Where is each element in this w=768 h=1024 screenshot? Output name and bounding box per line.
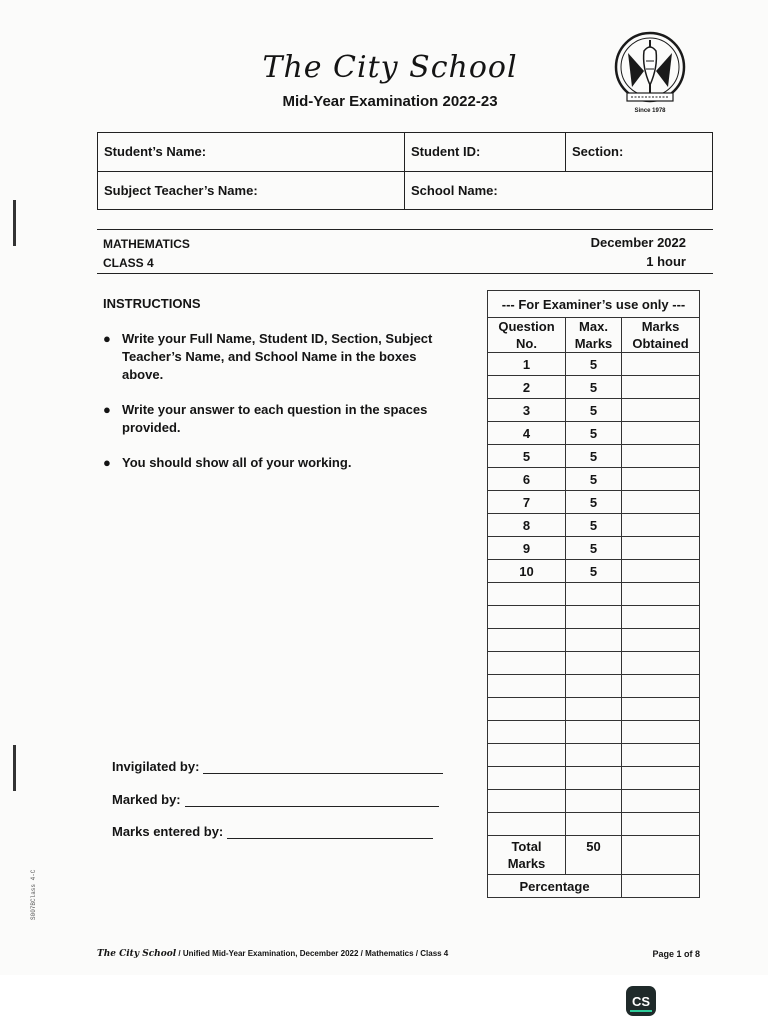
max-marks-cell: [566, 744, 622, 767]
bullet-icon: ●: [103, 455, 111, 470]
max-marks-cell: 5: [566, 399, 622, 422]
max-marks-cell: 5: [566, 514, 622, 537]
instruction-text: Write your Full Name, Student ID, Section, Subject Teacher’s Name, and School Name in the boxes above.: [122, 331, 433, 382]
total-marks-label: Total Marks: [488, 836, 566, 875]
subject-teacher-field[interactable]: Subject Teacher’s Name:: [98, 171, 405, 210]
instruction-text: Write your answer to each question in the spaces provided.: [122, 402, 428, 435]
table-row: [488, 675, 700, 698]
marks-obtained-cell[interactable]: [622, 353, 700, 376]
max-marks-cell: 5: [566, 353, 622, 376]
school-logo-crest: [610, 27, 690, 119]
question-number-cell: [488, 813, 566, 836]
question-number-cell: 7: [488, 491, 566, 514]
marks-obtained-cell[interactable]: [622, 629, 700, 652]
exam-duration: 1 hour: [646, 254, 686, 269]
instructions-list: [103, 330, 453, 489]
marks-obtained-cell[interactable]: [622, 560, 700, 583]
table-row: [488, 813, 700, 836]
marks-obtained-cell[interactable]: [622, 744, 700, 767]
question-number-cell: [488, 767, 566, 790]
column-header-question: Question No.: [488, 318, 566, 353]
question-number-cell: [488, 721, 566, 744]
marks-obtained-cell[interactable]: [622, 583, 700, 606]
question-number-cell: 3: [488, 399, 566, 422]
side-stamp-code: S007BClass 4-C: [30, 869, 37, 920]
table-row: [488, 698, 700, 721]
marks-obtained-cell[interactable]: [622, 399, 700, 422]
marks-obtained-cell[interactable]: [622, 376, 700, 399]
max-marks-cell: 5: [566, 491, 622, 514]
percentage-cell[interactable]: [622, 875, 700, 898]
marks-obtained-cell[interactable]: [622, 445, 700, 468]
table-row: [488, 744, 700, 767]
examiner-table-title: --- For Examiner’s use only ---: [488, 291, 700, 318]
marks-obtained-cell[interactable]: [622, 675, 700, 698]
question-number-cell: [488, 629, 566, 652]
marks-entered-by-row: [112, 824, 433, 839]
marks-obtained-cell[interactable]: [622, 537, 700, 560]
marked-by-line[interactable]: [185, 792, 439, 807]
table-row: [488, 767, 700, 790]
logo-since-caption: Since 1978: [634, 108, 666, 114]
invigilated-by-label: Invigilated by:: [112, 759, 200, 774]
table-row: [488, 422, 700, 445]
table-row: [488, 353, 700, 376]
marks-obtained-cell[interactable]: [622, 698, 700, 721]
max-marks-cell: 5: [566, 537, 622, 560]
marks-obtained-cell[interactable]: [622, 813, 700, 836]
invigilated-by-row: [112, 759, 443, 774]
max-marks-cell: [566, 652, 622, 675]
marked-by-label: Marked by:: [112, 792, 181, 807]
camscanner-badge: CS: [626, 986, 656, 1016]
max-marks-cell: [566, 675, 622, 698]
question-number-cell: 6: [488, 468, 566, 491]
section-field[interactable]: Section:: [566, 133, 713, 172]
divider-bottom: [97, 273, 713, 274]
table-row: [488, 560, 700, 583]
marks-obtained-cell[interactable]: [622, 652, 700, 675]
table-row: [488, 652, 700, 675]
table-row: [488, 399, 700, 422]
marks-obtained-cell[interactable]: [622, 721, 700, 744]
marks-entered-by-label: Marks entered by:: [112, 824, 224, 839]
question-number-cell: 9: [488, 537, 566, 560]
instructions-heading: INSTRUCTIONS: [103, 296, 201, 311]
school-name-title: The City School: [262, 50, 518, 85]
student-name-field[interactable]: Student’s Name:: [98, 133, 405, 172]
max-marks-cell: [566, 698, 622, 721]
max-marks-cell: 5: [566, 468, 622, 491]
total-marks-value: 50: [566, 836, 622, 875]
column-header-max-marks: Max. Marks: [566, 318, 622, 353]
list-item: [103, 401, 453, 437]
school-name-field[interactable]: School Name:: [405, 171, 713, 210]
table-row: [488, 468, 700, 491]
marks-obtained-cell[interactable]: [622, 514, 700, 537]
marks-entered-by-line[interactable]: [227, 824, 433, 839]
max-marks-cell: [566, 721, 622, 744]
max-marks-cell: 5: [566, 422, 622, 445]
table-row: [488, 491, 700, 514]
student-info-table: [97, 132, 713, 210]
margin-scan-mark: [13, 745, 16, 791]
margin-scan-mark: [13, 200, 16, 246]
exam-date: December 2022: [590, 235, 686, 250]
max-marks-cell: [566, 813, 622, 836]
question-number-cell: [488, 744, 566, 767]
column-header-marks-obtained: Marks Obtained: [622, 318, 700, 353]
table-row: [488, 606, 700, 629]
subject-block: [103, 235, 190, 273]
marks-obtained-cell[interactable]: [622, 606, 700, 629]
question-number-cell: [488, 583, 566, 606]
marks-obtained-cell[interactable]: [622, 767, 700, 790]
exam-title: Mid-Year Examination 2022-23: [282, 93, 498, 110]
marks-obtained-cell[interactable]: [622, 491, 700, 514]
question-number-cell: 8: [488, 514, 566, 537]
bullet-icon: ●: [103, 402, 111, 417]
table-row: [488, 790, 700, 813]
table-row: [488, 445, 700, 468]
date-block: [591, 233, 686, 271]
question-number-cell: 10: [488, 560, 566, 583]
total-marks-obtained-cell[interactable]: [622, 836, 700, 875]
question-number-cell: [488, 675, 566, 698]
marks-obtained-cell[interactable]: [622, 422, 700, 445]
list-item: [103, 330, 453, 384]
instruction-text: You should show all of your working.: [122, 455, 352, 470]
table-row: [488, 583, 700, 606]
max-marks-cell: [566, 767, 622, 790]
marked-by-row: [112, 792, 439, 807]
table-row: [488, 514, 700, 537]
question-number-cell: [488, 652, 566, 675]
divider-top: [97, 229, 713, 230]
student-id-field[interactable]: Student ID:: [405, 133, 566, 172]
question-number-cell: 2: [488, 376, 566, 399]
examiner-marks-table: [487, 290, 700, 898]
max-marks-cell: [566, 790, 622, 813]
max-marks-cell: 5: [566, 376, 622, 399]
question-number-cell: [488, 790, 566, 813]
bullet-icon: ●: [103, 331, 111, 346]
class-name: CLASS 4: [103, 256, 154, 270]
question-number-cell: [488, 698, 566, 721]
max-marks-cell: 5: [566, 560, 622, 583]
table-row: [488, 721, 700, 744]
question-number-cell: 5: [488, 445, 566, 468]
max-marks-cell: [566, 629, 622, 652]
page-footer: [97, 949, 448, 959]
question-number-cell: [488, 606, 566, 629]
footer-text: / Unified Mid-Year Examination, December 2022 / Mathematics / Class 4: [176, 949, 449, 958]
question-number-cell: 1: [488, 353, 566, 376]
table-row: [488, 537, 700, 560]
max-marks-cell: [566, 583, 622, 606]
table-row: [488, 629, 700, 652]
page-number: Page 1 of 8: [652, 949, 700, 959]
invigilated-by-line[interactable]: [203, 759, 443, 774]
percentage-label: Percentage: [488, 875, 622, 898]
table-row: [488, 376, 700, 399]
marks-obtained-cell[interactable]: [622, 790, 700, 813]
question-number-cell: 4: [488, 422, 566, 445]
list-item: [103, 454, 453, 472]
footer-brand: The City School: [97, 949, 177, 959]
subject-name: MATHEMATICS: [103, 237, 190, 251]
max-marks-cell: [566, 606, 622, 629]
marks-obtained-cell[interactable]: [622, 468, 700, 491]
max-marks-cell: 5: [566, 445, 622, 468]
